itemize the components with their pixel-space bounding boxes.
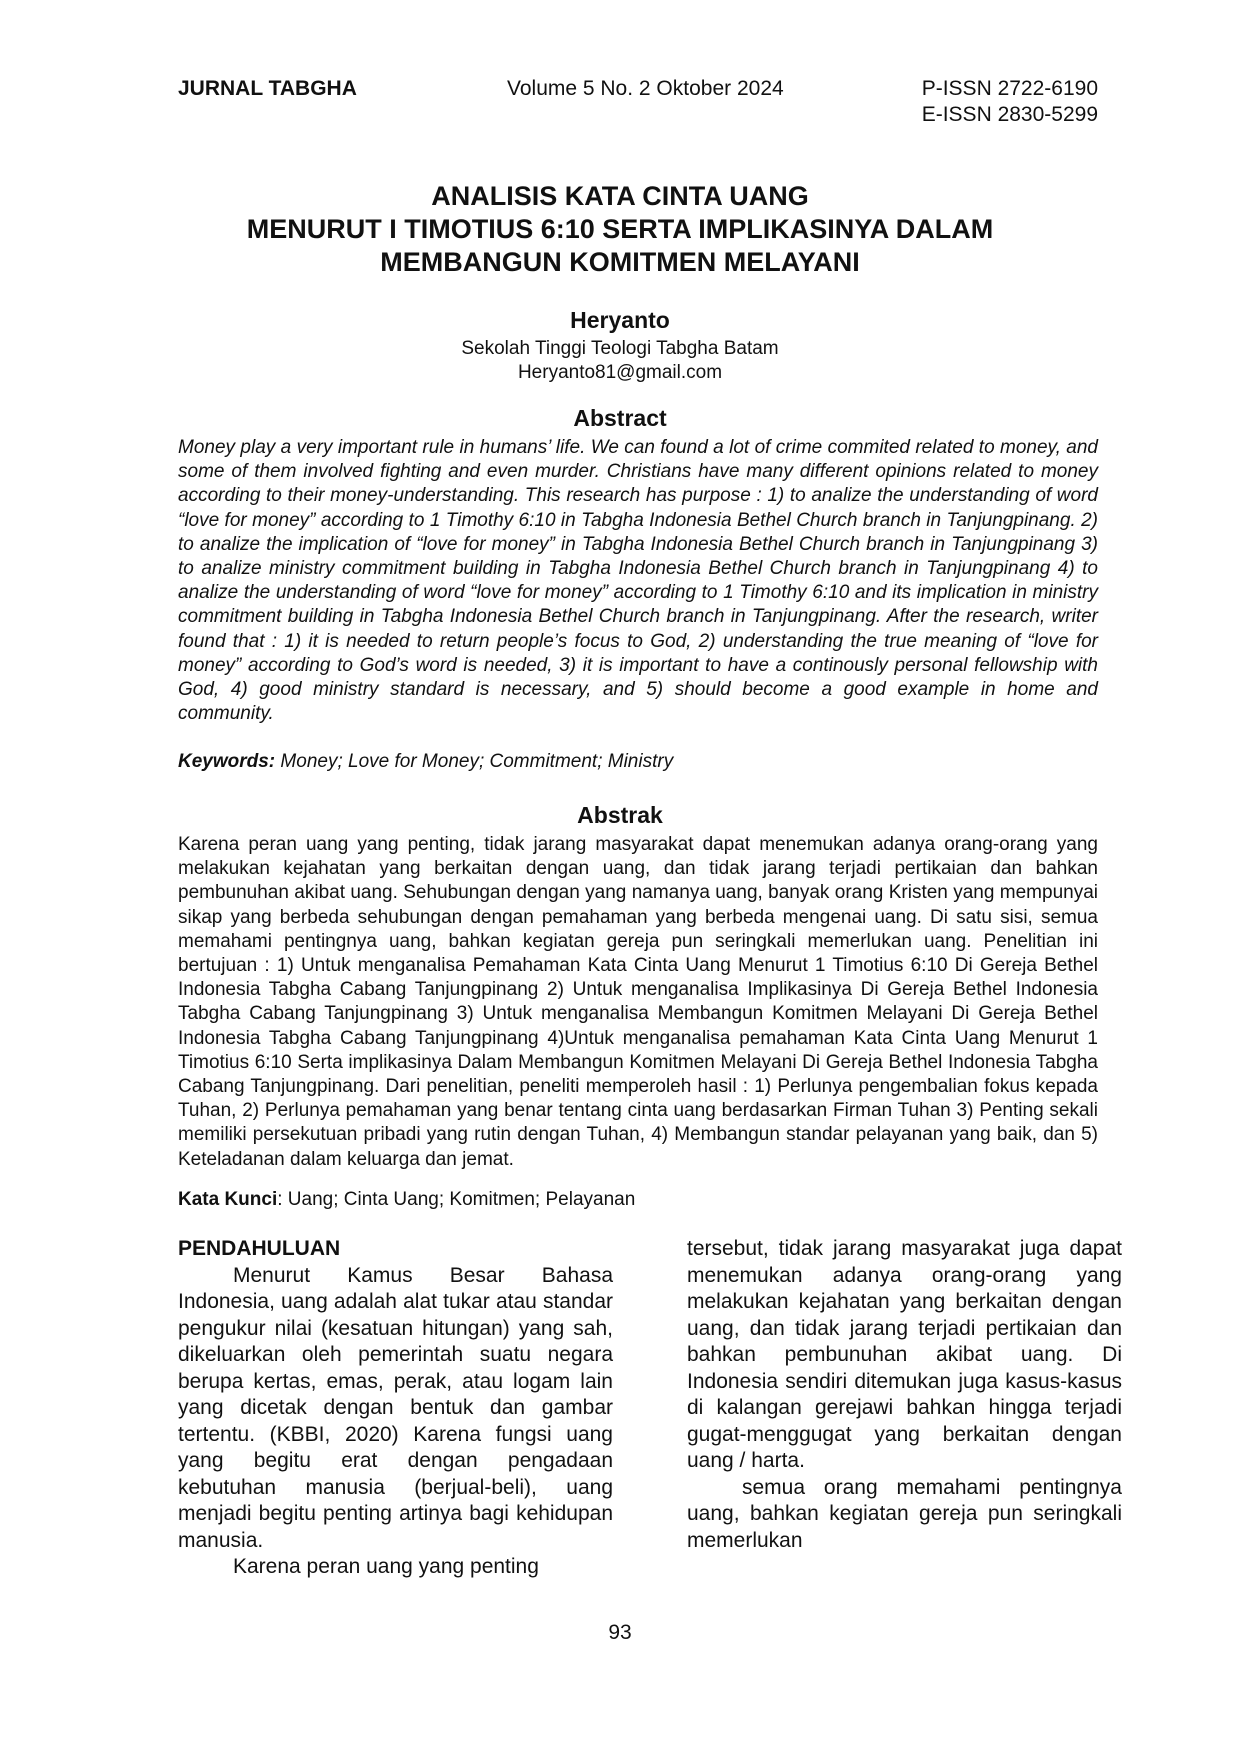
- page-number: 93: [608, 1621, 632, 1644]
- title-line-3: MEMBANGUN KOMITMEN MELAYANI: [380, 247, 860, 277]
- p-issn: P-ISSN 2722-6190: [921, 77, 1098, 100]
- abstract-heading: Abstract: [573, 405, 667, 431]
- paper-title: [150, 180, 1090, 279]
- issn-block: [922, 76, 1098, 128]
- author-email: Heryanto81@gmail.com: [517, 362, 723, 383]
- intro-paragraph-2: Karena peran uang yang penting: [233, 1555, 539, 1578]
- intro-paragraph-1: Menurut Kamus Besar Bahasa Indonesia, uang adalah alat tukar atau standar pengukur nilai (kesatuan hitungan) yang sah, dikeluarkan oleh pemerintah suatu negara berupa kertas, emas, perak, atau logam lain yang dicetak dengan bentuk dan gambar tertentu. (KBBI, 2020) Karena fungsi uang yang begitu erat dengan pengadaan kebutuhan manusia (berjual-beli), uang menjadi begitu penting artinya bagi kehidupan manusia.: [178, 1263, 613, 1552]
- abstrak-body: Karena peran uang yang penting, tidak jarang masyarakat dapat menemukan adanya orang-orang yang melakukan kejahatan yang berkaitan dengan uang, dan tidak jarang terjadi pertikaian dan bahkan pembunuhan akibat uang. Sehubungan dengan yang namanya uang, banyak orang Kristen yang mempunyai sikap yang berbeda sehubungan dengan pemahaman yang berbeda mengenai uang. Di satu sisi, semua memahami pentingnya uang, bahkan kegiatan gereja pun seringkali memerlukan uang. Penelitian ini bertujuan : 1) Untuk menganalisa Pemahaman Kata Cinta Uang Menurut 1 Timotius 6:10 Di Gereja Bethel Indonesia Tabgha Cabang Tanjungpinang 2) Untuk menganalisa Implikasinya Di Gereja Bethel Indonesia Tabgha Cabang Tanjungpinang 3) Untuk menganalisa Membangun Komitmen Melayani Di Gereja Bethel Indonesia Tabgha Cabang Tanjungpinang 4)Untuk menganalisa pemahaman Kata Cinta Uang Menurut 1 Timotius 6:10 Serta implikasinya Dalam Membangun Komitmen Melayani Di Gereja Bethel Indonesia Tabgha Cabang Tanjungpinang. Dari penelitian, peneliti memperoleh hasil : 1) Perlunya pengembalian fokus kepada Tuhan, 2) Perlunya pemahaman yang benar tentang cinta uang berdasarkan Firman Tuhan 3) Penting sekali memiliki persekutuan pribadi yang rutin dengan Tuhan, 4) Membangun standar pelayanan yang baik, dan 5) Keteladanan dalam keluarga dan jemat.: [178, 834, 1098, 1170]
- intro-paragraph-continued: tersebut, tidak jarang masyarakat juga dapat menemukan adanya orang-orang yang melakukan kejahatan yang berkaitan dengan uang, dan tidak jarang terjadi pertikaian dan bahkan pembunuhan akibat uang. Di Indonesia sendiri ditemukan juga kasus-kasus di kalangan gerejawi bahkan hingga terjadi gugat-menggugat yang berkaitan dengan uang / harta.: [687, 1237, 1122, 1472]
- e-issn: E-ISSN 2830-5299: [921, 103, 1098, 126]
- keywords-label: Keywords:: [178, 751, 276, 772]
- journal-volume: Volume 5 No. 2 Oktober 2024: [507, 77, 784, 100]
- title-line-1: ANALISIS KATA CINTA UANG: [431, 181, 809, 211]
- author-name: Heryanto: [570, 307, 670, 333]
- intro-right-column: [687, 1236, 1122, 1554]
- intro-paragraph-3: semua orang memahami pentingnya uang, bahkan kegiatan gereja pun seringkali memerlukan: [687, 1475, 1122, 1552]
- kata-kunci-label: Kata Kunci: [178, 1189, 278, 1210]
- abstract-keywords: [178, 750, 1098, 774]
- intro-heading: PENDAHULUAN: [178, 1237, 341, 1260]
- journal-name: JURNAL TABGHA: [178, 77, 357, 100]
- author-affiliation: Sekolah Tinggi Teologi Tabgha Batam: [461, 338, 779, 359]
- intro-left-column: [178, 1236, 613, 1581]
- kata-kunci-list: : Uang; Cinta Uang; Komitmen; Pelayanan: [277, 1189, 636, 1210]
- abstrak-keywords: [178, 1188, 1098, 1212]
- title-line-2: MENURUT I TIMOTIUS 6:10 SERTA IMPLIKASINYA DALAM: [246, 214, 994, 244]
- abstract-body: Money play a very important rule in humans’ life. We can found a lot of crime commited related to money, and some of them involved fighting and even murder. Christians have many different opinions related to money according to their money-understanding. This research has purpose : 1) to analize the understanding of word “love for money” according to 1 Timothy 6:10 in Tabgha Indonesia Bethel Church branch in Tanjungpinang. 2) to analize the implication of “love for money” in Tabgha Indonesia Bethel Church branch in Tanjungpinang 3) to analize ministry commitment building in Tabgha Indonesia Bethel Church branch in Tanjungpinang 4) to analize the understanding of word “love for money” according to 1 Timothy 6:10 and its implication in ministry commitment building in Tabgha Indonesia Bethel Church branch in Tanjungpinang. After the research, writer found that : 1) it is needed to return people’s focus to God, 2) understanding the true meaning of “love for money” according to God’s word is needed, 3) it is important to have a continously personal fellowship with God, 4) good ministry standard is necessary, and 5) should become a good example in home and community.: [178, 437, 1098, 725]
- abstrak-heading: Abstrak: [577, 802, 663, 828]
- keywords-list: Money; Love for Money; Commitment; Ministry: [275, 751, 674, 772]
